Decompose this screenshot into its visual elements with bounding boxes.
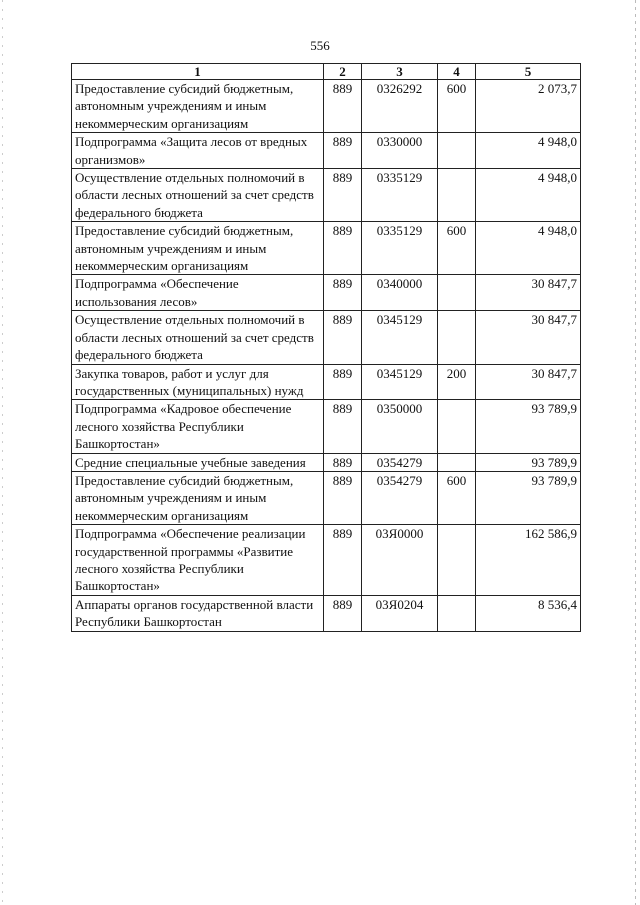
row-amount: 93 789,9 [476,453,581,471]
row-col4 [438,311,476,364]
row-col3: 0354279 [362,471,438,524]
row-amount: 2 073,7 [476,80,581,133]
row-col4: 600 [438,80,476,133]
table-header-row [72,64,581,80]
table-row [72,453,581,471]
row-amount: 4 948,0 [476,169,581,222]
row-amount: 30 847,7 [476,275,581,311]
row-col3: 0345129 [362,364,438,400]
row-col2: 889 [324,275,362,311]
row-col3: 0330000 [362,133,438,169]
row-name: Подпрограмма «Защита лесов от вредных организмов» [72,133,324,169]
row-name: Подпрограмма «Обеспечение использования лесов» [72,275,324,311]
column-header-3: 3 [362,64,438,80]
row-col2: 889 [324,400,362,453]
column-header-4: 4 [438,64,476,80]
row-name: Подпрограмма «Обеспечение реализации государственной программы «Развитие лесного хозяйства Республики Башкортостан» [72,525,324,596]
row-col4 [438,400,476,453]
row-col3: 0335129 [362,169,438,222]
row-name: Предоставление субсидий бюджетным, автономным учреждениям и иным некоммерческим организациям [72,471,324,524]
table-row [72,471,581,524]
budget-table [71,63,581,632]
row-amount: 4 948,0 [476,133,581,169]
row-amount: 162 586,9 [476,525,581,596]
row-col2: 889 [324,595,362,631]
row-name: Предоставление субсидий бюджетным, автономным учреждениям и иным некоммерческим организациям [72,80,324,133]
row-col4 [438,595,476,631]
row-amount: 93 789,9 [476,471,581,524]
row-col3: 0350000 [362,400,438,453]
row-col3: 0335129 [362,222,438,275]
table-row [72,169,581,222]
row-col3: 03Я0000 [362,525,438,596]
row-name: Предоставление субсидий бюджетным, автономным учреждениям и иным некоммерческим организациям [72,222,324,275]
row-col4: 200 [438,364,476,400]
table-row [72,595,581,631]
row-col4 [438,133,476,169]
column-header-2: 2 [324,64,362,80]
row-col4 [438,169,476,222]
column-header-1: 1 [72,64,324,80]
row-col4: 600 [438,222,476,275]
table-row [72,275,581,311]
row-amount: 93 789,9 [476,400,581,453]
row-col2: 889 [324,471,362,524]
row-col3: 0326292 [362,80,438,133]
row-col2: 889 [324,169,362,222]
scan-edge-right [635,0,636,905]
row-col4 [438,275,476,311]
row-name: Аппараты органов государственной власти Республики Башкортостан [72,595,324,631]
row-col3: 0345129 [362,311,438,364]
row-name: Средние специальные учебные заведения [72,453,324,471]
row-col4: 600 [438,471,476,524]
row-col2: 889 [324,133,362,169]
table-row [72,364,581,400]
row-col3: 0354279 [362,453,438,471]
row-col3: 03Я0204 [362,595,438,631]
row-col2: 889 [324,364,362,400]
table-row [72,80,581,133]
row-col4 [438,453,476,471]
row-col2: 889 [324,453,362,471]
row-col2: 889 [324,311,362,364]
row-amount: 30 847,7 [476,311,581,364]
row-name: Закупка товаров, работ и услуг для государственных (муниципальных) нужд [72,364,324,400]
row-amount: 4 948,0 [476,222,581,275]
table-row [72,133,581,169]
table-row [72,400,581,453]
table-row [72,222,581,275]
row-col4 [438,525,476,596]
row-col2: 889 [324,80,362,133]
table-row [72,311,581,364]
table-row [72,525,581,596]
row-col2: 889 [324,222,362,275]
row-name: Подпрограмма «Кадровое обеспечение лесного хозяйства Республики Башкортостан» [72,400,324,453]
column-header-5: 5 [476,64,581,80]
row-amount: 30 847,7 [476,364,581,400]
row-col3: 0340000 [362,275,438,311]
scan-edge-left [2,0,3,905]
page-number: 556 [310,38,330,53]
row-name: Осуществление отдельных полномочий в области лесных отношений за счет средств федерального бюджета [72,169,324,222]
row-col2: 889 [324,525,362,596]
row-name: Осуществление отдельных полномочий в области лесных отношений за счет средств федерального бюджета [72,311,324,364]
row-amount: 8 536,4 [476,595,581,631]
